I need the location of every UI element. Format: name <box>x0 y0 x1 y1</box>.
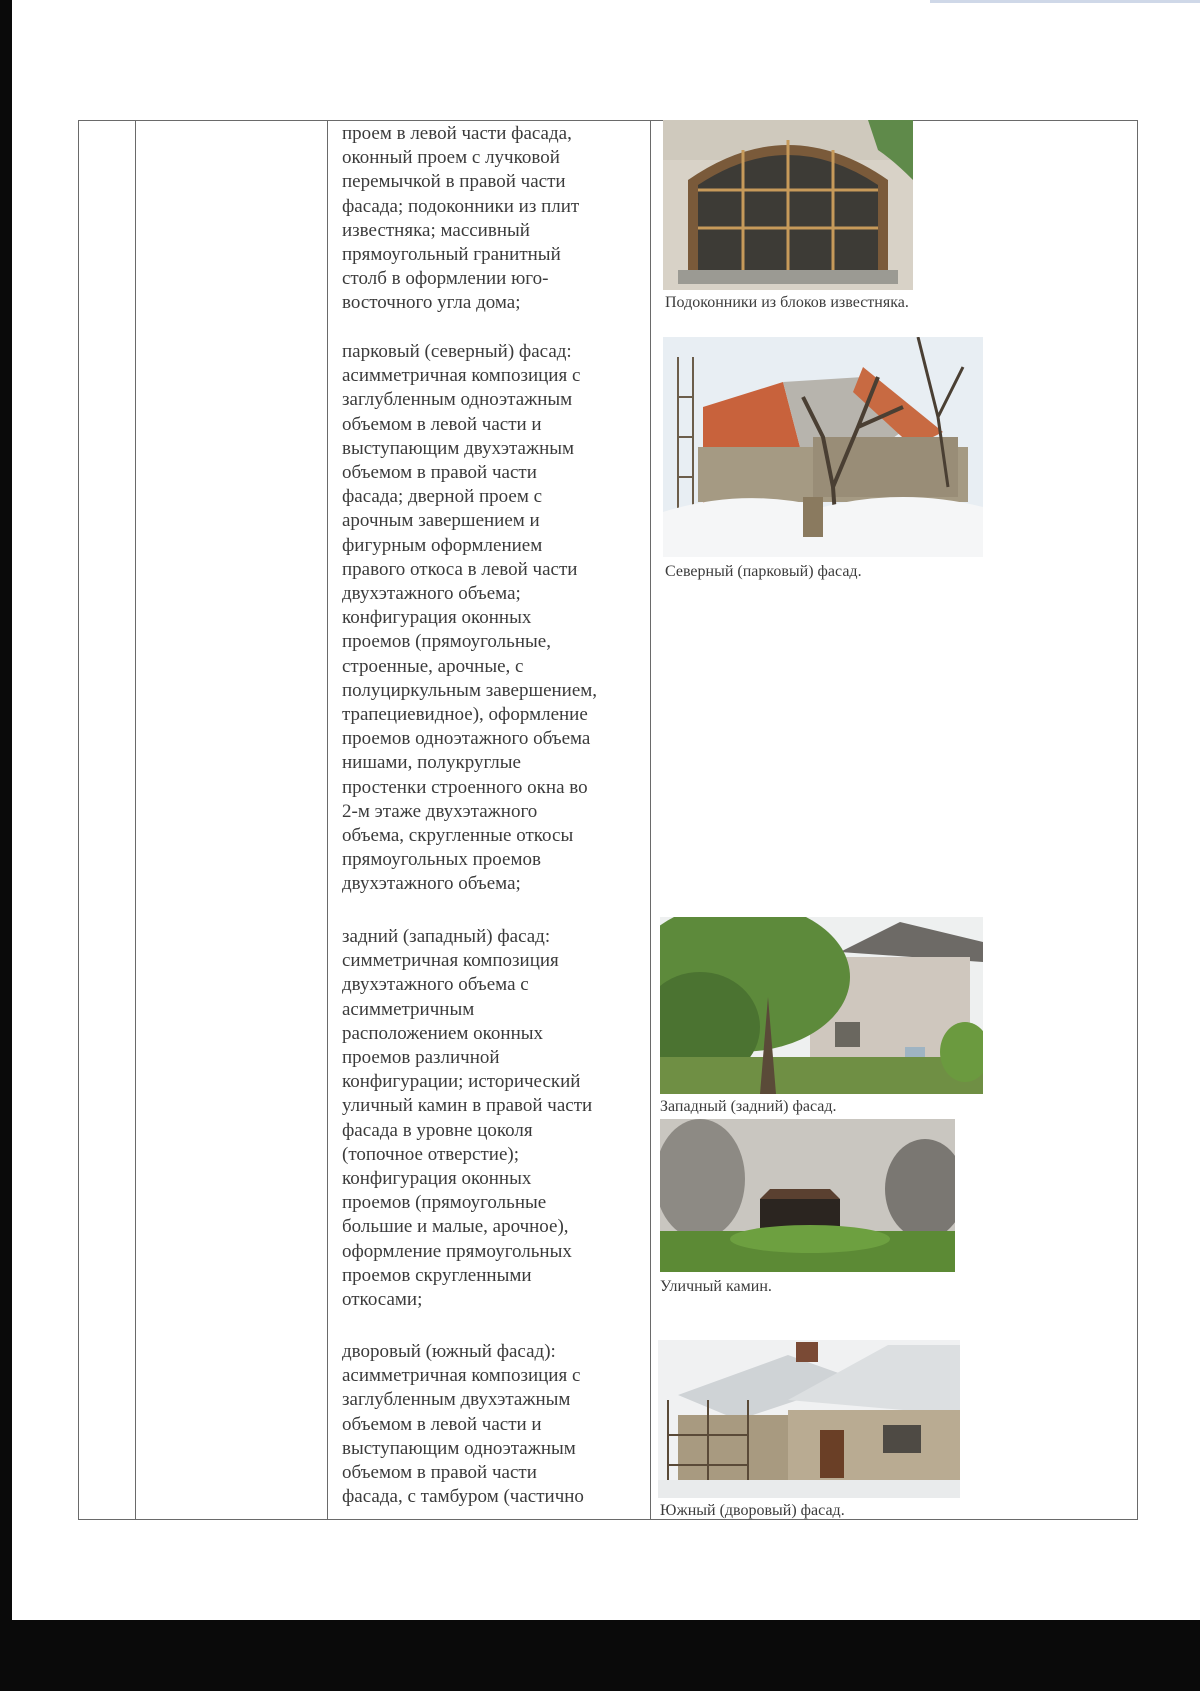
text-line: проемов скругленными <box>342 1264 532 1286</box>
scan-edge-bottom <box>0 1620 1200 1691</box>
text-line: симметричная композиция <box>342 950 559 972</box>
text-line: фасада; подоконники из плит <box>342 195 580 217</box>
text-line: объемом в левой части и <box>342 413 542 435</box>
text-line: полуциркульным завершением, <box>342 679 598 701</box>
column-divider <box>327 121 328 1519</box>
text-line: дворовый (южный фасад): <box>342 1341 556 1362</box>
text-line: двухэтажного объема с <box>342 974 529 996</box>
text-line: прямоугольных проемов <box>342 849 541 871</box>
south-facade-photo <box>658 1340 960 1498</box>
text-line: заглубленным двухэтажным <box>342 1389 571 1411</box>
text-line: строенные, арочные, с <box>342 655 524 677</box>
column-divider <box>135 121 136 1519</box>
text-line: фасада, с тамбуром (частично <box>342 1486 584 1508</box>
west-facade-photo <box>660 917 983 1094</box>
paragraph-rear-facade <box>342 925 642 1312</box>
text-line: задний (западный) фасад: <box>342 926 551 947</box>
text-line: объемом в правой части <box>342 462 537 484</box>
text-line: выступающим одноэтажным <box>342 1437 576 1459</box>
text-line: фасада в уровне цоколя <box>342 1119 533 1141</box>
text-line: двухэтажного объема; <box>342 583 521 605</box>
text-line: проемов одноэтажного объема <box>342 728 591 750</box>
text-line: нишами, полукруглые <box>342 752 521 774</box>
text-line: уличный камин в правой части <box>342 1095 593 1117</box>
text-line: заглубленным одноэтажным <box>342 389 573 411</box>
paragraph-park-facade <box>342 340 642 897</box>
text-line: проемов различной <box>342 1047 500 1069</box>
paragraph-windows <box>342 122 642 316</box>
scan-edge-left <box>0 0 12 1691</box>
caption-windowsill: Подоконники из блоков известняка. <box>665 294 909 311</box>
text-line: трапециевидное), оформление <box>342 704 588 726</box>
text-line: выступающим двухэтажным <box>342 437 575 459</box>
text-line: оформление прямоугольных <box>342 1240 572 1262</box>
text-line: оконный проем с лучковой <box>342 147 560 169</box>
caption-fireplace: Уличный камин. <box>660 1278 772 1295</box>
text-line: расположением оконных <box>342 1022 544 1044</box>
text-line: большие и малые, арочное), <box>342 1216 569 1238</box>
column-divider <box>650 121 651 1519</box>
text-line: откосами; <box>342 1289 423 1311</box>
arched-window-photo <box>663 120 913 290</box>
north-facade-photo <box>663 337 983 557</box>
text-line: фасада; дверной проем с <box>342 486 543 508</box>
text-line: объемом в левой части и <box>342 1413 542 1435</box>
text-line: столб в оформлении юго- <box>342 268 549 290</box>
text-line: двухэтажного объема; <box>342 873 521 895</box>
text-line: парковый (северный) фасад: <box>342 341 572 362</box>
text-line: конфигурация оконных <box>342 1168 532 1190</box>
scan-edge-top <box>930 0 1200 3</box>
text-line: известняка; массивный <box>342 219 530 241</box>
text-line: прямоугольный гранитный <box>342 244 561 266</box>
text-line: перемычкой в правой части <box>342 171 566 193</box>
text-line: асимметричным <box>342 998 475 1020</box>
text-line: объемом в правой части <box>342 1462 537 1484</box>
text-line: (топочное отверстие); <box>342 1143 519 1165</box>
text-line: асимметричная композиция с <box>342 365 581 387</box>
text-line: проемов (прямоугольные, <box>342 631 551 653</box>
text-line: конфигурация оконных <box>342 607 532 629</box>
paragraph-yard-facade <box>342 1340 642 1509</box>
text-line: правого откоса в левой части <box>342 558 578 580</box>
text-line: конфигурации; исторический <box>342 1071 581 1093</box>
text-line: 2-м этаже двухэтажного <box>342 800 538 822</box>
street-fireplace-photo <box>660 1119 955 1272</box>
text-line: асимметричная композиция с <box>342 1365 581 1387</box>
text-line: проем в левой части фасада, <box>342 123 572 144</box>
text-line: арочным завершением и <box>342 510 540 532</box>
text-line: объема, скругленные откосы <box>342 825 574 847</box>
caption-south-facade: Южный (дворовый) фасад. <box>660 1502 845 1519</box>
caption-west-facade: Западный (задний) фасад. <box>660 1098 837 1115</box>
text-line: восточного угла дома; <box>342 292 521 314</box>
caption-north-facade: Северный (парковый) фасад. <box>665 563 862 580</box>
text-line: простенки строенного окна во <box>342 776 588 798</box>
text-line: фигурным оформлением <box>342 534 543 556</box>
text-line: проемов (прямоугольные <box>342 1192 547 1214</box>
